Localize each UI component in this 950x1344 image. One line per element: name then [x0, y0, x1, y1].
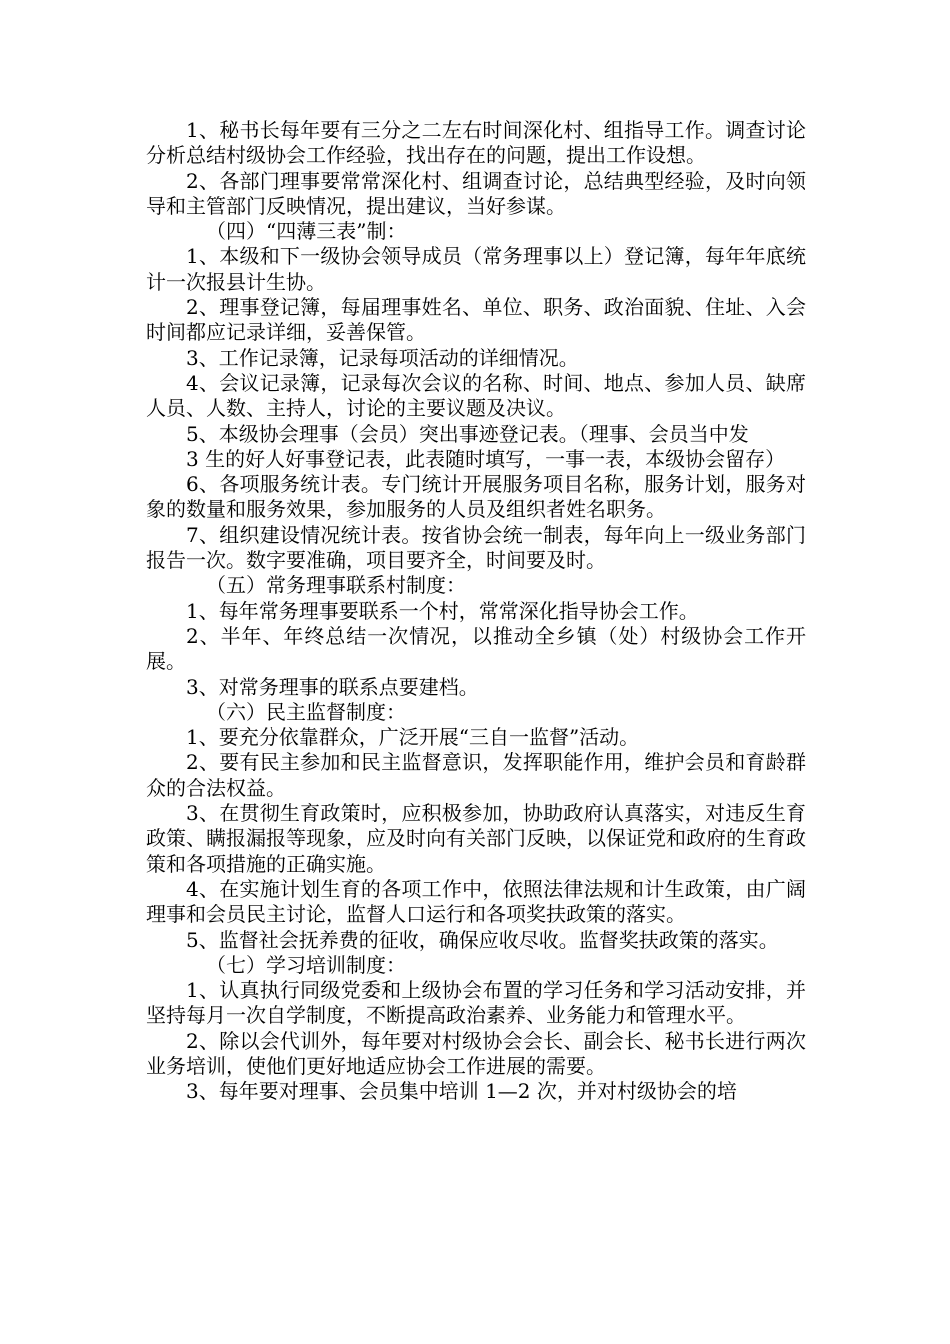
paragraph: 1、认真执行同级党委和上级协会布置的学习任务和学习活动安排，并坚持每月一次自学制度，不断提高政治素养、业务能力和管理水平。: [146, 978, 806, 1028]
paragraph: 7、组织建设情况统计表。按省协会统一制表，每年向上一级业务部门报告一次。数字要准确，项目要齐全，时间要及时。: [146, 522, 806, 573]
section-heading: （六）民主监督制度：: [206, 699, 406, 724]
paragraph: 1、本级和下一级协会领导成员（常务理事以上）登记簿，每年年底统计一次报县计生协。: [146, 244, 806, 294]
paragraph: 2、半年、年终总结一次情况，以推动全乡镇（处）村级协会工作开展。: [146, 623, 806, 674]
paragraph: 2、理事登记簿，每届理事姓名、单位、职务、政治面貌、住址、入会时间都应记录详细，妥善保管。: [146, 295, 806, 345]
paragraph: 1、要充分依靠群众，广泛开展“三自一监督”活动。: [186, 725, 640, 750]
document-page: [146, 118, 806, 1105]
paragraph: 3 生的好人好事登记表，此表随时填写，一事一表，本级协会留存）: [186, 446, 786, 471]
paragraph: 4、会议记录簿，记录每次会议的名称、时间、地点、参加人员、缺席人员、人数、主持人，讨论的主要议题及决议。: [146, 370, 806, 421]
paragraph: 3、工作记录簿，记录每项活动的详细情况。: [186, 345, 579, 370]
section-heading: （五）常务理事联系村制度：: [206, 573, 466, 598]
paragraph: 3、在贯彻生育政策时，应积极参加，协助政府认真落实，对违反生育政策、瞒报漏报等现象，应及时向有关部门反映，以保证党和政府的生育政策和各项措施的正确实施。: [146, 801, 806, 876]
paragraph: 3、对常务理事的联系点要建档。: [186, 674, 479, 699]
section-heading: （四）“四薄三表”制：: [206, 219, 407, 244]
paragraph: 2、各部门理事要常常深化村、组调查讨论，总结典型经验，及时向领导和主管部门反映情况，提出建议，当好参谋。: [146, 168, 806, 218]
paragraph: 3、每年要对理事、会员集中培训 1—2 次，并对村级协会的培: [186, 1079, 737, 1104]
section-heading: （七）学习培训制度：: [206, 952, 406, 977]
paragraph: 4、在实施计划生育的各项工作中，依照法律法规和计生政策，由广阔理事和会员民主讨论，监督人口运行和各项奖扶政策的落实。: [146, 876, 806, 927]
paragraph: 2、除以会代训外，每年要对村级协会会长、副会长、秘书长进行两次业务培训，使他们更好地适应协会工作进展的需要。: [146, 1028, 806, 1078]
paragraph: 5、本级协会理事（会员）突出事迹登记表。（理事、会员当中发: [186, 421, 749, 446]
paragraph: 6、各项服务统计表。专门统计开展服务项目名称，服务计划，服务对象的数量和服务效果，参加服务的人员及组织者姓名职务。: [146, 472, 806, 522]
paragraph: 1、每年常务理事要联系一个村，常常深化指导协会工作。: [186, 598, 699, 623]
paragraph: 2、要有民主参加和民主监督意识，发挥职能作用，维护会员和育龄群众的合法权益。: [146, 750, 806, 800]
paragraph: 1、秘书长每年要有三分之二左右时间深化村、组指导工作。调查讨论分析总结村级协会工作经验，找出存在的问题，提出工作设想。: [146, 118, 806, 168]
paragraph: 5、监督社会抚养费的征收，确保应收尽收。监督奖扶政策的落实。: [186, 927, 779, 952]
